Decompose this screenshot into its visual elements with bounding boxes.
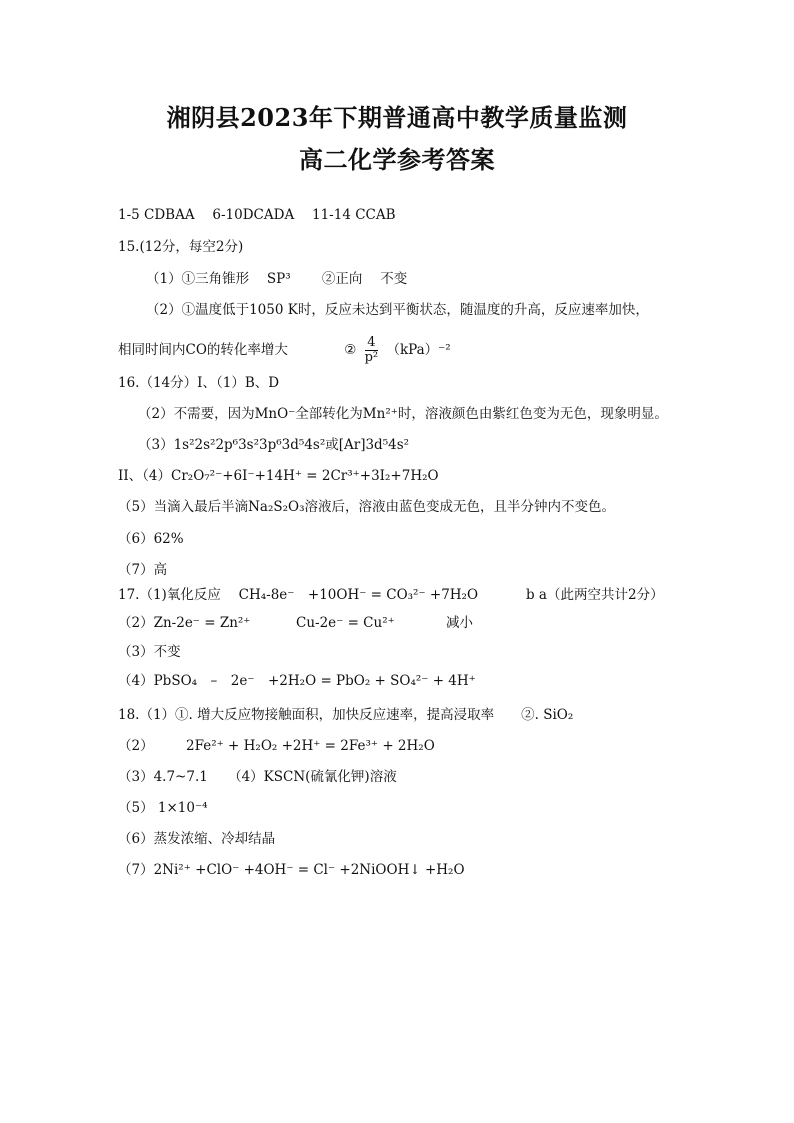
q17-part4: （4）PbSO₄ – 2e⁻ +2H₂O = PbO₂ + SO₄²⁻ + 4H⁺	[118, 673, 476, 689]
choice-answers: 1-5 CDBAA 6-10DCADA 11-14 CCAB	[118, 207, 396, 223]
q18-part6: （6）蒸发浓缩、冷却结晶	[118, 831, 276, 847]
fraction-denominator: p²	[364, 350, 379, 365]
q17-part1-electrodes: b a（此两空共计2分）	[526, 587, 664, 603]
q16-part5: （5）当滴入最后半滴Na₂S₂O₃溶液后，溶液由蓝色变成无色，且半分钟内不变色。	[118, 499, 616, 515]
q15-part2-text: 相同时间内CO的转化率增大	[118, 342, 288, 358]
q16-part6: （6）62%	[118, 531, 184, 547]
q16-part2: （2）不需要，因为MnO⁻全部转化为Mn²⁺时，溶液颜色由紫红色变为无色，现象明显。	[138, 406, 668, 422]
q15-heading: 15.(12分，每空2分)	[118, 239, 244, 255]
q16-part7: （7）高	[118, 562, 168, 578]
q15-unit: （kPa）⁻²	[386, 342, 451, 358]
q17-part2-zn: （2）Zn-2e⁻ = Zn²⁺	[118, 615, 251, 631]
q15-fraction	[365, 336, 379, 365]
q16-part3: （3）1s²2s²2p⁶3s²3p⁶3d⁵4s²或[Ar]3d⁵4s²	[138, 437, 410, 453]
q18-part1: 18.（1）①. 增大反应物接触面积，加快反应速率，提高浸取率 ②. SiO₂	[118, 707, 574, 723]
q18-part3-4: （3）4.7~7.1 （4）KSCN(硫氰化钾)溶液	[118, 769, 397, 785]
q17-part1: 17.（1)氧化反应 CH₄-8e⁻ +10OH⁻ = CO₃²⁻ +7H₂O	[118, 587, 479, 603]
q15-part2-marker: ②	[344, 342, 357, 358]
q15-part2-line2	[118, 336, 451, 365]
q18-part2-label: （2）	[118, 738, 154, 754]
q18-part5: （5） 1×10⁻⁴	[118, 800, 208, 816]
fraction-numerator: 4	[365, 336, 379, 351]
q16-part4: II、（4）Cr₂O₇²⁻+6I⁻+14H⁺ = 2Cr³⁺+3I₂+7H₂O	[118, 468, 439, 484]
document-subtitle: 高二化学参考答案	[299, 145, 495, 174]
document-title: 湘阴县2023年下期普通高中教学质量监测	[166, 103, 628, 132]
q16-heading: 16.（14分）I、（1）B、D	[118, 375, 280, 391]
q17-part3: （3）不变	[118, 644, 181, 660]
q15-part2-line1: （2）①温度低于1050 K时，反应未达到平衡状态，随温度的升高，反应速率加快，	[146, 302, 649, 318]
q15-part1: （1）①三角锥形 SP³ ②正向 不变	[146, 271, 408, 287]
q18-part2-equation: 2Fe²⁺ + H₂O₂ +2H⁺ = 2Fe³⁺ + 2H₂O	[186, 738, 435, 754]
q17-part2-cu: Cu-2e⁻ = Cu²⁺	[296, 615, 395, 631]
q18-part7: （7）2Ni²⁺ +ClO⁻ +4OH⁻ = Cl⁻ +2NiOOH↓ +H₂O	[118, 862, 465, 878]
q17-part2-change: 减小	[446, 615, 473, 631]
